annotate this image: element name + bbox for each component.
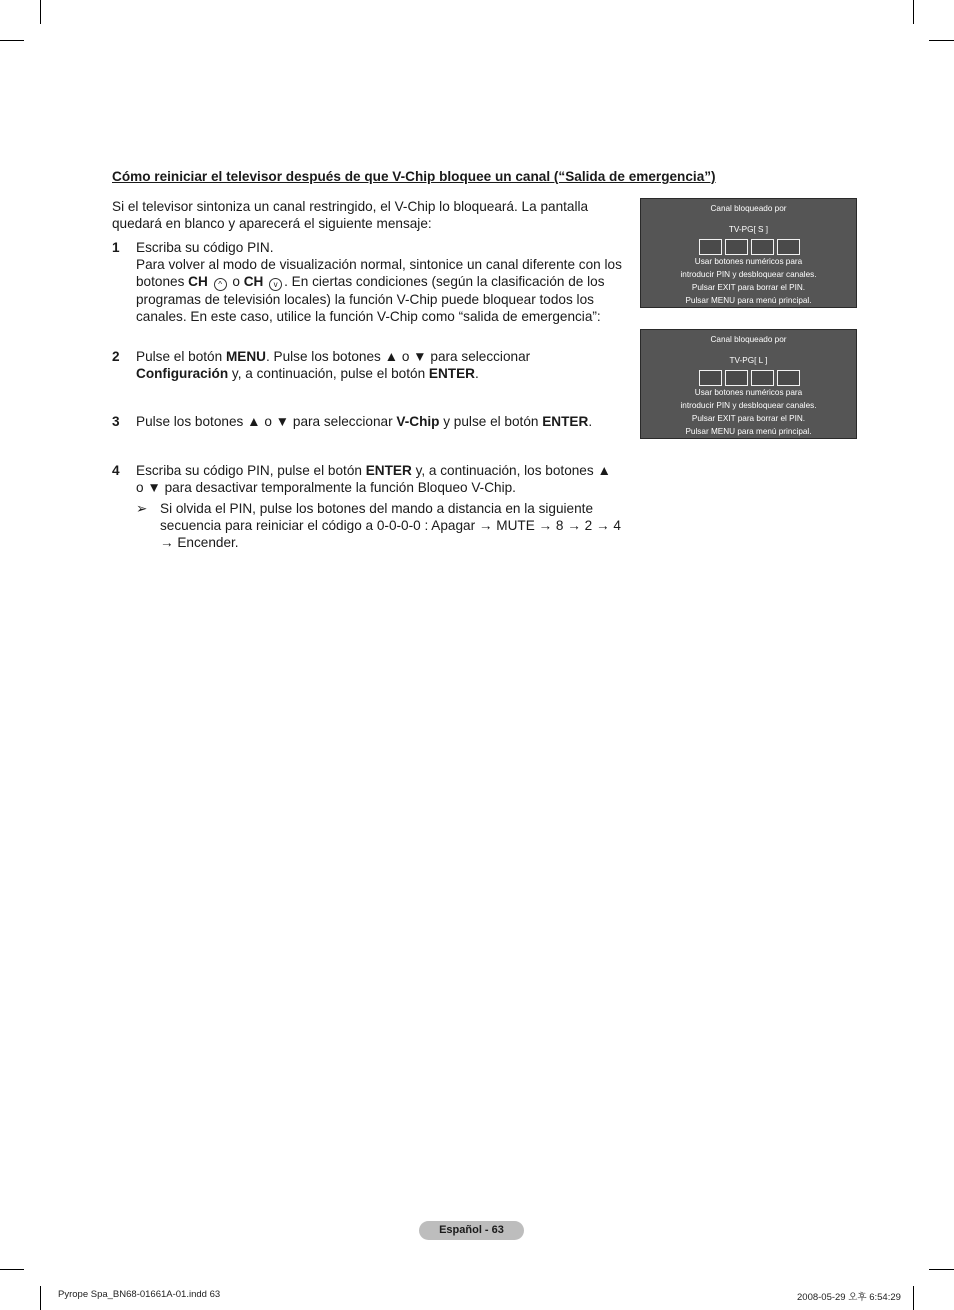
footer-timestamp: 2008-05-29 오후 6:54:29 (797, 1292, 901, 1303)
section-title: Cómo reiniciar el televisor después de que V-Chip bloquee un canal (“Salida de emergencia”) (112, 169, 716, 184)
pin-digit-box (699, 239, 722, 255)
crop-mark (40, 1286, 41, 1310)
step-1-body: Para volver al modo de visualización normal, sintonice un canal diferente con los botones CH ^ o CH v . En ciertas condiciones (según la clasificación de los programas de televisión locales) la función V-Chip puede bloquear todos los canales. En este caso, utilice la función V-Chip como “salida de emergencia”: (136, 257, 622, 324)
pin-digit-box (751, 239, 774, 255)
pin-digit-box (725, 239, 748, 255)
pin-digit-box (751, 370, 774, 386)
step-2-number: 2 (112, 349, 120, 364)
channel-up-icon: ^ (214, 278, 227, 291)
step-1-number: 1 (112, 240, 120, 255)
step-4-number: 4 (112, 463, 120, 478)
osd-title: Canal bloqueado por (710, 335, 787, 344)
crop-mark (913, 1286, 914, 1310)
step-1 (136, 239, 626, 325)
osd-title: Canal bloqueado por (710, 204, 787, 213)
osd-instructions: Usar botones numéricos para introducir PIN y desbloquear canales. Pulsar EXIT para borrar el PIN. Pulsar MENU para menú principal. (680, 257, 817, 305)
crop-mark (929, 40, 954, 41)
page-number-badge: Español - 63 (419, 1221, 524, 1240)
crop-mark (0, 1269, 24, 1270)
pin-digit-box (777, 370, 800, 386)
crop-mark (40, 0, 41, 24)
step-3-number: 3 (112, 414, 120, 429)
pin-digit-box (699, 370, 722, 386)
footer-file-info: Pyrope Spa_BN68-01661A-01.indd 63 (58, 1289, 221, 1300)
intro-paragraph: Si el televisor sintoniza un canal restringido, el V-Chip lo bloqueará. La pantalla quedará en blanco y aparecerá el siguiente mensaje: (112, 199, 589, 231)
step-2: Pulse el botón MENU. Pulse los botones ▲ o ▼ para seleccionar Configuración y, a continuación, pulse el botón ENTER. (136, 349, 531, 381)
osd-channel-blocked-1 (640, 198, 857, 308)
pin-digit-box (777, 239, 800, 255)
crop-mark (929, 1269, 954, 1270)
osd-instructions: Usar botones numéricos para introducir PIN y desbloquear canales. Pulsar EXIT para borrar el PIN. Pulsar MENU para menú principal. (680, 388, 817, 436)
channel-down-icon: v (269, 278, 282, 291)
step-1-line1: Escriba su código PIN. (136, 240, 274, 255)
pin-boxes (699, 370, 800, 386)
crop-mark (0, 40, 24, 41)
osd-rating: TV-PG[ S ] (728, 225, 769, 234)
step-4: Escriba su código PIN, pulse el botón ENTER y, a continuación, los botones ▲ o ▼ para desactivar temporalmente la función Bloqueo V-Chip. (136, 463, 611, 495)
pin-boxes (699, 239, 800, 255)
step-3: Pulse los botones ▲ o ▼ para seleccionar V-Chip y pulse el botón ENTER. (136, 414, 593, 429)
osd-channel-blocked-2 (640, 329, 857, 439)
pin-digit-box (725, 370, 748, 386)
step-4-note: Si olvida el PIN, pulse los botones del mando a distancia en la siguiente secuencia para reiniciar el código a 0-0-0-0 : Apagar → MUTE → 8 → 2 → 4 → Encender. (160, 501, 621, 550)
note-arrow-icon: ➢ (136, 501, 148, 516)
crop-mark (913, 0, 914, 24)
osd-rating: TV-PG[ L ] (729, 356, 768, 365)
